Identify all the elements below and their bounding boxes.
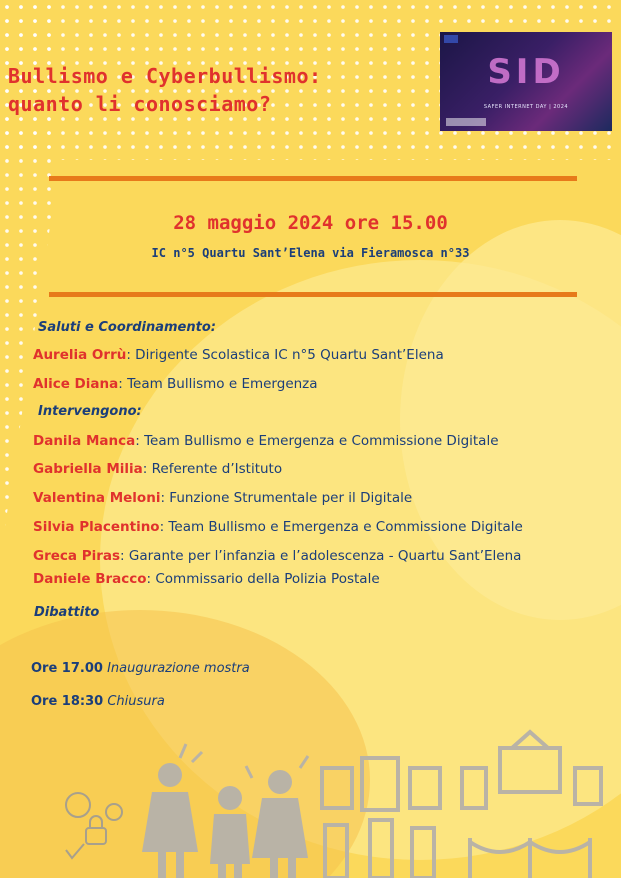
speaker-role: : Team Bullismo e Emergenza e Commissione Digitale xyxy=(135,433,499,449)
schedule-label: Chiusura xyxy=(107,694,165,709)
event-date: 28 maggio 2024 ore 15.00 xyxy=(173,212,448,234)
section-greetings: Saluti e Coordinamento: xyxy=(38,320,216,335)
speaker-row xyxy=(33,519,523,535)
schedule-time: Ore 18:30 xyxy=(31,694,104,709)
sid-banner-name: SID xyxy=(487,52,565,92)
speaker-role: : Commissario della Polizia Postale xyxy=(146,571,380,587)
speaker-name: Daniele Bracco xyxy=(33,571,147,587)
schedule-row xyxy=(31,694,165,709)
speaker-name: Greca Piras xyxy=(33,548,121,564)
people-figures-illustration xyxy=(142,744,308,878)
schedule-row xyxy=(31,661,250,676)
section-debate: Dibattito xyxy=(34,605,100,620)
greeter-row xyxy=(33,376,318,392)
greeter-name: Aurelia Orrù xyxy=(33,347,127,363)
sid-banner-subtitle: SAFER INTERNET DAY | 2024 xyxy=(483,104,569,110)
museum-exhibit-illustration xyxy=(322,732,601,878)
divider-bottom xyxy=(49,292,577,297)
eu-flag-icon xyxy=(444,35,458,43)
title-line-2: quanto li conosciamo? xyxy=(8,92,272,116)
speaker-row xyxy=(33,461,282,477)
speaker-row xyxy=(33,571,380,587)
greeter-row xyxy=(33,347,444,363)
speaker-row xyxy=(33,433,499,449)
speaker-row xyxy=(33,548,521,564)
speaker-role: : Referente d’Istituto xyxy=(142,461,283,477)
speaker-role: : Funzione Strumentale per il Digitale xyxy=(160,490,413,506)
sid-logo xyxy=(440,32,612,131)
speaker-name: Valentina Meloni xyxy=(33,490,161,506)
speaker-name: Danila Manca xyxy=(33,433,136,449)
greeter-role: : Dirigente Scolastica IC n°5 Quartu Sant’Elena xyxy=(126,347,444,363)
bottom-illustration xyxy=(0,720,621,878)
speaker-row xyxy=(33,490,412,506)
partner-logos-icon xyxy=(446,118,486,126)
speaker-role: : Team Bullismo e Emergenza e Commissione Digitale xyxy=(159,519,523,535)
speaker-role: : Garante per l’infanzia e l’adolescenza - Quartu Sant’Elena xyxy=(120,548,522,564)
greeter-name: Alice Diana xyxy=(33,376,119,392)
speaker-name: Silvia Placentino xyxy=(33,519,160,535)
schedule-label: Inaugurazione mostra xyxy=(107,661,250,676)
speaker-name: Gabriella Milia xyxy=(33,461,143,477)
divider-top xyxy=(49,176,577,181)
schedule-time: Ore 17.00 xyxy=(31,661,103,676)
bullying-scene-illustration xyxy=(66,793,122,858)
greeter-role: : Team Bullismo e Emergenza xyxy=(118,376,318,392)
section-speakers: Intervengono: xyxy=(38,404,142,419)
title-line-1: Bullismo e Cyberbullismo: xyxy=(8,64,322,88)
event-title xyxy=(8,62,438,118)
event-place: IC n°5 Quartu Sant’Elena via Fieramosca n°33 xyxy=(151,246,470,260)
